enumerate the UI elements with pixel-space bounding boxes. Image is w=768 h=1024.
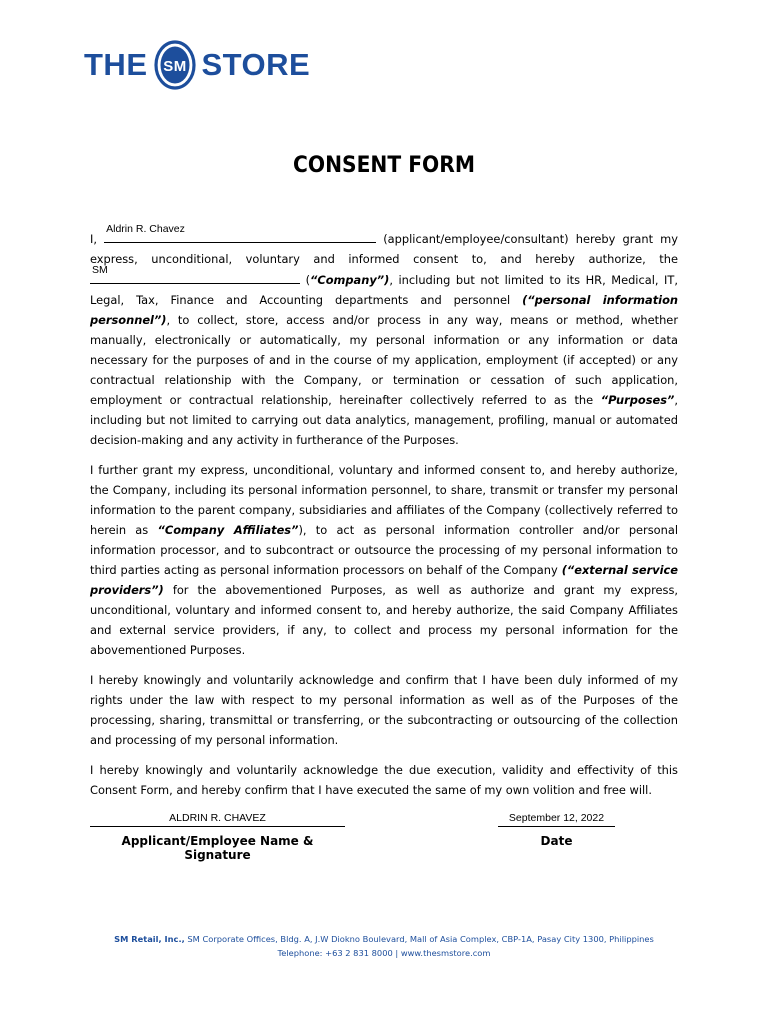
logo-text-the: THE [84, 47, 148, 82]
footer-company: SM Retail, Inc., [114, 934, 185, 944]
paragraph-2 [90, 460, 678, 660]
p1-text-a: (applicant/employee/consultant) hereby grant my express, unconditional, voluntary and informed consent to, and hereby authorize, the [90, 232, 679, 266]
p1-text-d: , to collect, store, access and/or process in any way, means or method, whether manually, electronically or automatically, my personal information or any information or data necessary for the purposes of and in the course of my application, employment (if accepted) or any contractual relationship with the Company, or termination or cessation of such application, employment or contractual relationship, hereinafter collectively referred to as the [90, 313, 678, 407]
paragraph-1 [90, 223, 679, 450]
signature-line [90, 826, 345, 827]
purposes-term: “Purposes” [600, 393, 675, 407]
p2-text-b: ), to act as personal information controller and/or personal information processor, and to subcontract or outsource the processing of my personal information to third parties acting as personal information processors on behalf of the Company [90, 523, 679, 577]
p2-text-a: I further grant my express, unconditional, voluntary and informed consent to, and hereby authorize, the Company, including its personal information personnel, to share, transmit or transfer my personal information to the parent company, subsidiaries and affiliates of the Company (collectively referred to herein as [90, 463, 678, 537]
footer-address-line [0, 932, 768, 946]
footer-address: SM Corporate Offices, Bldg. A, J.W Diokno Boulevard, Mall of Asia Complex, CBP-1A, Pasay City 1300, Philippines [184, 934, 654, 944]
p1-text-e: , including but not limited to carrying out data analytics, management, profiling, manual or automated decision-making and any activity in furtherance of the Purposes. [90, 393, 678, 447]
applicant-name-field[interactable] [104, 223, 376, 243]
date-block [498, 812, 615, 848]
company-term: “Company”) [310, 273, 390, 287]
paragraph-4: I hereby knowingly and voluntarily acknowledge the due execution, validity and effectivity of this Consent Form, and hereby confirm that I have executed the same of my own volition and free will. [90, 763, 678, 797]
sm-seal-icon [153, 40, 197, 90]
affiliates-term: “Company Affiliates” [157, 523, 299, 537]
paragraph-3: I hereby knowingly and voluntarily acknowledge and confirm that I have been duly informed of my rights under the law with respect to my personal information as well as of the Purposes of the processing, sharing, transmittal or transferring, or the subcontracting or outsourcing of the collection and processing of my personal information. [90, 673, 678, 747]
date-line [498, 826, 615, 827]
the-sm-store-logo [84, 40, 310, 90]
p1-text-b: ( [305, 273, 311, 287]
applicant-signature-block [90, 812, 345, 862]
date-label: Date [540, 834, 573, 848]
date-value[interactable]: September 12, 2022 [508, 812, 605, 824]
applicant-name-value: Aldrin R. Chavez [106, 223, 185, 235]
page-footer [0, 932, 768, 960]
applicant-signature-label: Applicant/Employee Name & Signature [121, 834, 314, 862]
page-title: CONSENT FORM [293, 153, 475, 178]
seal-letters: SM [162, 58, 187, 75]
applicant-signature-value[interactable]: ALDRIN R. CHAVEZ [169, 812, 266, 824]
footer-contact: Telephone: +63 2 831 8000 | www.thesmstore.com [277, 948, 491, 958]
esp-term: (“external service providers”) [90, 563, 679, 597]
company-value: SM [92, 264, 108, 276]
company-field[interactable] [90, 264, 300, 284]
logo-text-store: STORE [201, 47, 311, 82]
p1-prefix: I, [90, 232, 97, 246]
consent-body [90, 223, 679, 810]
p2-text-c: for the abovementioned Purposes, as well as authorize and grant my express, unconditional, voluntary and informed consent to, and hereby authorize, the said Company Affiliates and external service providers, if any, to collect and process my personal information for the abovementioned Purposes. [90, 583, 678, 657]
personnel-term: (“personal information personnel”) [90, 293, 678, 327]
p1-text-c: , including but not limited to its HR, Medical, IT, Legal, Tax, Finance and Accounting departments and personnel [90, 273, 678, 307]
